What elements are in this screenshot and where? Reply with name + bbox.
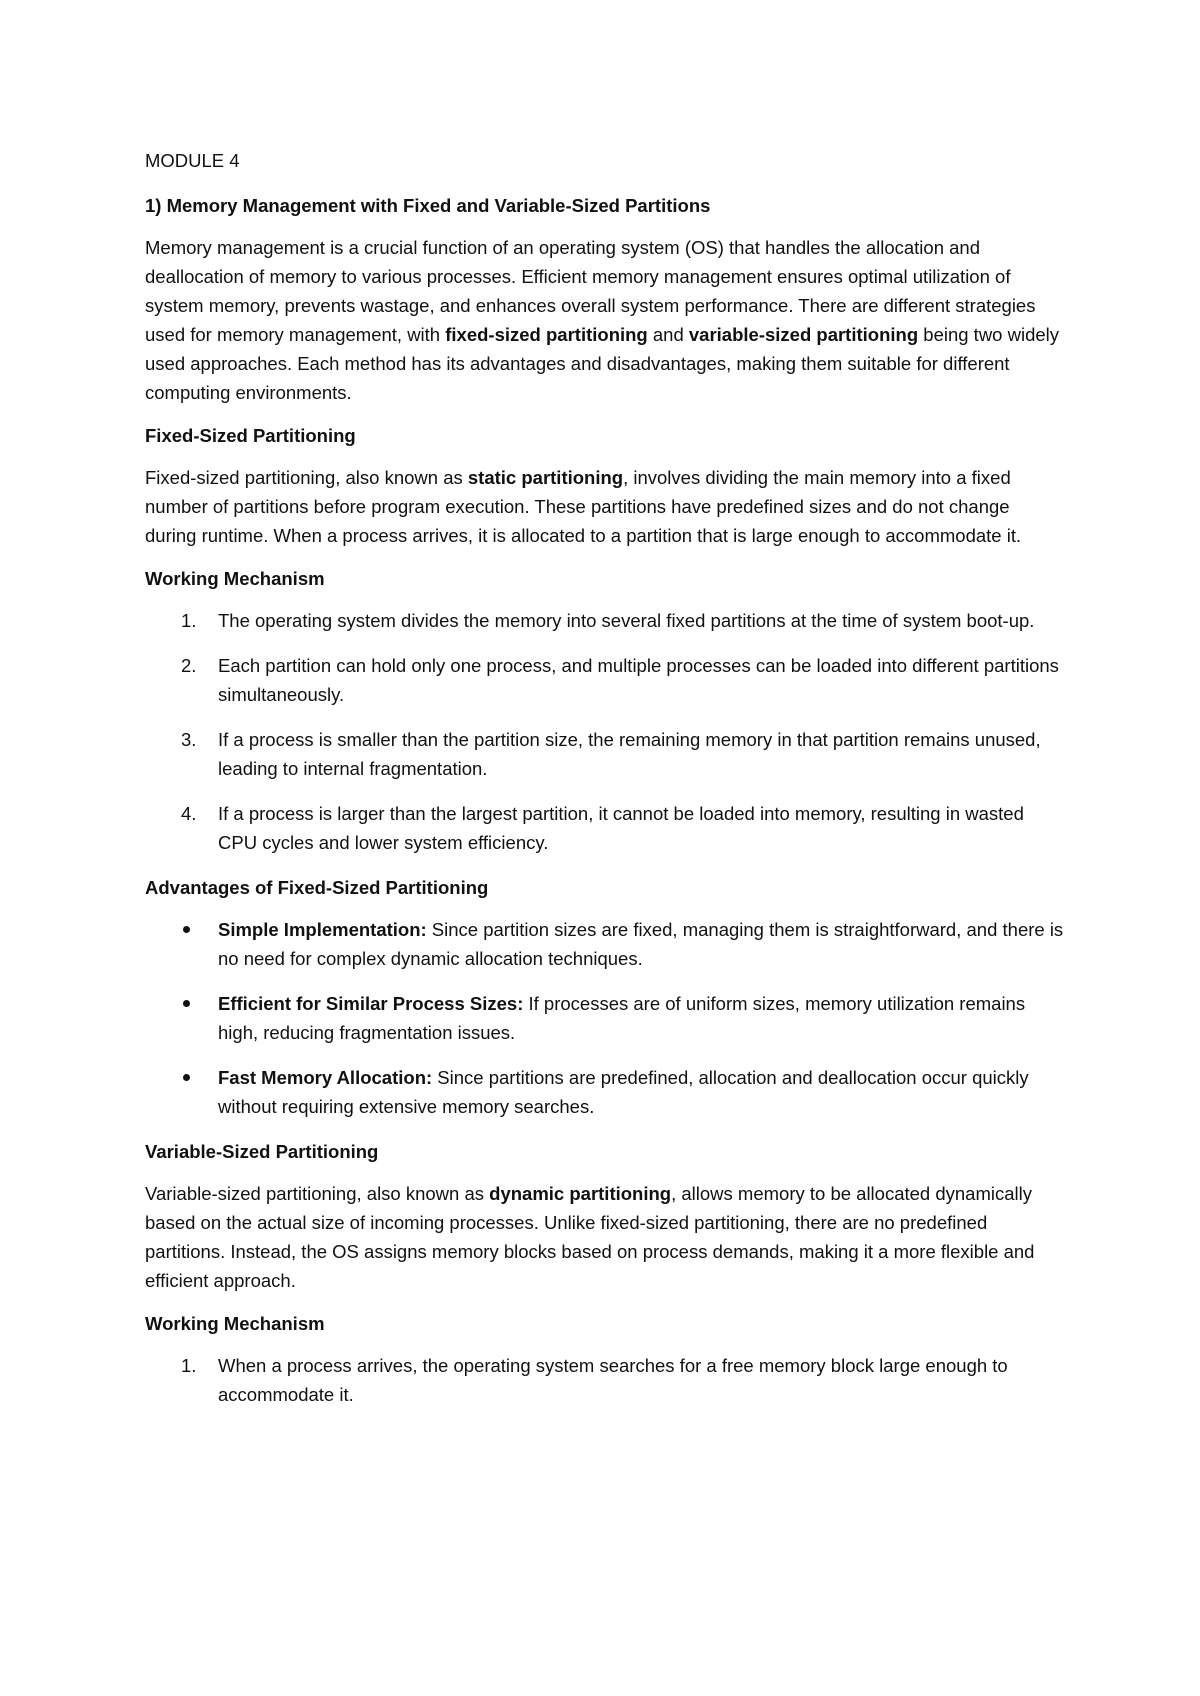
list-item xyxy=(145,651,1065,709)
advantages-heading: Advantages of Fixed-Sized Partitioning xyxy=(145,877,489,898)
fixed-paragraph xyxy=(145,463,1065,550)
intro-text-3: being two widely used approaches. Each method has its advantages and disadvantages, making them suitable for different computing environments. xyxy=(145,324,1060,403)
list-number: 1. xyxy=(181,1355,197,1376)
advantage-title: Simple Implementation: xyxy=(218,919,427,940)
variable-text-2: , allows memory to be allocated dynamically based on the actual size of incoming processes. Unlike fixed-sized partitioning, there are no predefined partitions. Instead, the OS assigns memory blocks based on process demands, making it a more flexible and efficient approach. xyxy=(145,1183,1035,1291)
list-item-text: When a process arrives, the operating system searches for a free memory block large enough to accommodate it. xyxy=(218,1355,1008,1405)
variable-paragraph xyxy=(145,1179,1065,1295)
fixed-text-1: Fixed-sized partitioning, also known as xyxy=(145,467,468,488)
advantage-text: Since partition sizes are fixed, managing them is straightforward, and there is no need for complex dynamic allocation techniques. xyxy=(218,919,1064,969)
variable-mechanism-list xyxy=(145,1351,1065,1409)
variable-mechanism-heading: Working Mechanism xyxy=(145,1313,325,1334)
advantages-list xyxy=(145,915,1065,1121)
advantage-text: If processes are of uniform sizes, memory utilization remains high, reducing fragmentation issues. xyxy=(218,993,1026,1043)
list-number: 1. xyxy=(181,610,197,631)
variable-bold-dynamic: dynamic partitioning xyxy=(489,1183,672,1204)
list-item xyxy=(145,725,1065,783)
fixed-heading: Fixed-Sized Partitioning xyxy=(145,425,356,446)
list-item xyxy=(145,915,1065,973)
advantage-text: Since partitions are predefined, allocation and deallocation occur quickly without requiring extensive memory searches. xyxy=(218,1067,1029,1117)
list-item-text: If a process is larger than the largest partition, it cannot be loaded into memory, resulting in wasted CPU cycles and lower system efficiency. xyxy=(218,803,1024,853)
list-item xyxy=(145,606,1065,635)
intro-bold-variable: variable-sized partitioning xyxy=(688,324,919,345)
list-number: 3. xyxy=(181,729,197,750)
bullet-icon xyxy=(183,1000,190,1007)
fixed-bold-static: static partitioning xyxy=(467,467,624,488)
fixed-text-2: , involves dividing the main memory into a fixed number of partitions before program execution. These partitions have predefined sizes and do not change during runtime. When a process arrives, it is allocated to a partition that is large enough to accommodate it. xyxy=(145,467,1022,546)
list-item-text: Each partition can hold only one process, and multiple processes can be loaded into different partitions simultaneously. xyxy=(218,655,1059,705)
list-item xyxy=(145,1063,1065,1121)
advantage-title: Fast Memory Allocation: xyxy=(218,1067,433,1088)
list-item xyxy=(145,989,1065,1047)
list-item xyxy=(145,1351,1065,1409)
intro-text-2: and xyxy=(647,324,689,345)
list-item xyxy=(145,799,1065,857)
intro-paragraph xyxy=(145,233,1065,407)
intro-bold-fixed: fixed-sized partitioning xyxy=(445,324,648,345)
document-page xyxy=(145,146,1065,1425)
list-item-text: If a process is smaller than the partition size, the remaining memory in that partition remains unused, leading to internal fragmentation. xyxy=(218,729,1041,779)
bullet-icon xyxy=(183,1074,190,1081)
module-title: MODULE 4 xyxy=(145,150,240,171)
list-item-text: The operating system divides the memory into several fixed partitions at the time of system boot-up. xyxy=(218,610,1035,631)
intro-text-1: Memory management is a crucial function of an operating system (OS) that handles the allocation and deallocation of memory to various processes. Efficient memory management ensures optimal utilization of system memory, prevents wastage, and enhances overall system performance. There are different strategies used for memory management, with xyxy=(145,237,1036,345)
bullet-icon xyxy=(183,926,190,933)
variable-text-1: Variable-sized partitioning, also known as xyxy=(145,1183,490,1204)
list-number: 4. xyxy=(181,803,197,824)
list-number: 2. xyxy=(181,655,197,676)
fixed-mechanism-list xyxy=(145,606,1065,857)
advantage-title: Efficient for Similar Process Sizes: xyxy=(218,993,524,1014)
fixed-mechanism-heading: Working Mechanism xyxy=(145,568,325,589)
variable-heading: Variable-Sized Partitioning xyxy=(145,1141,379,1162)
section-title: 1) Memory Management with Fixed and Variable-Sized Partitions xyxy=(145,195,711,216)
